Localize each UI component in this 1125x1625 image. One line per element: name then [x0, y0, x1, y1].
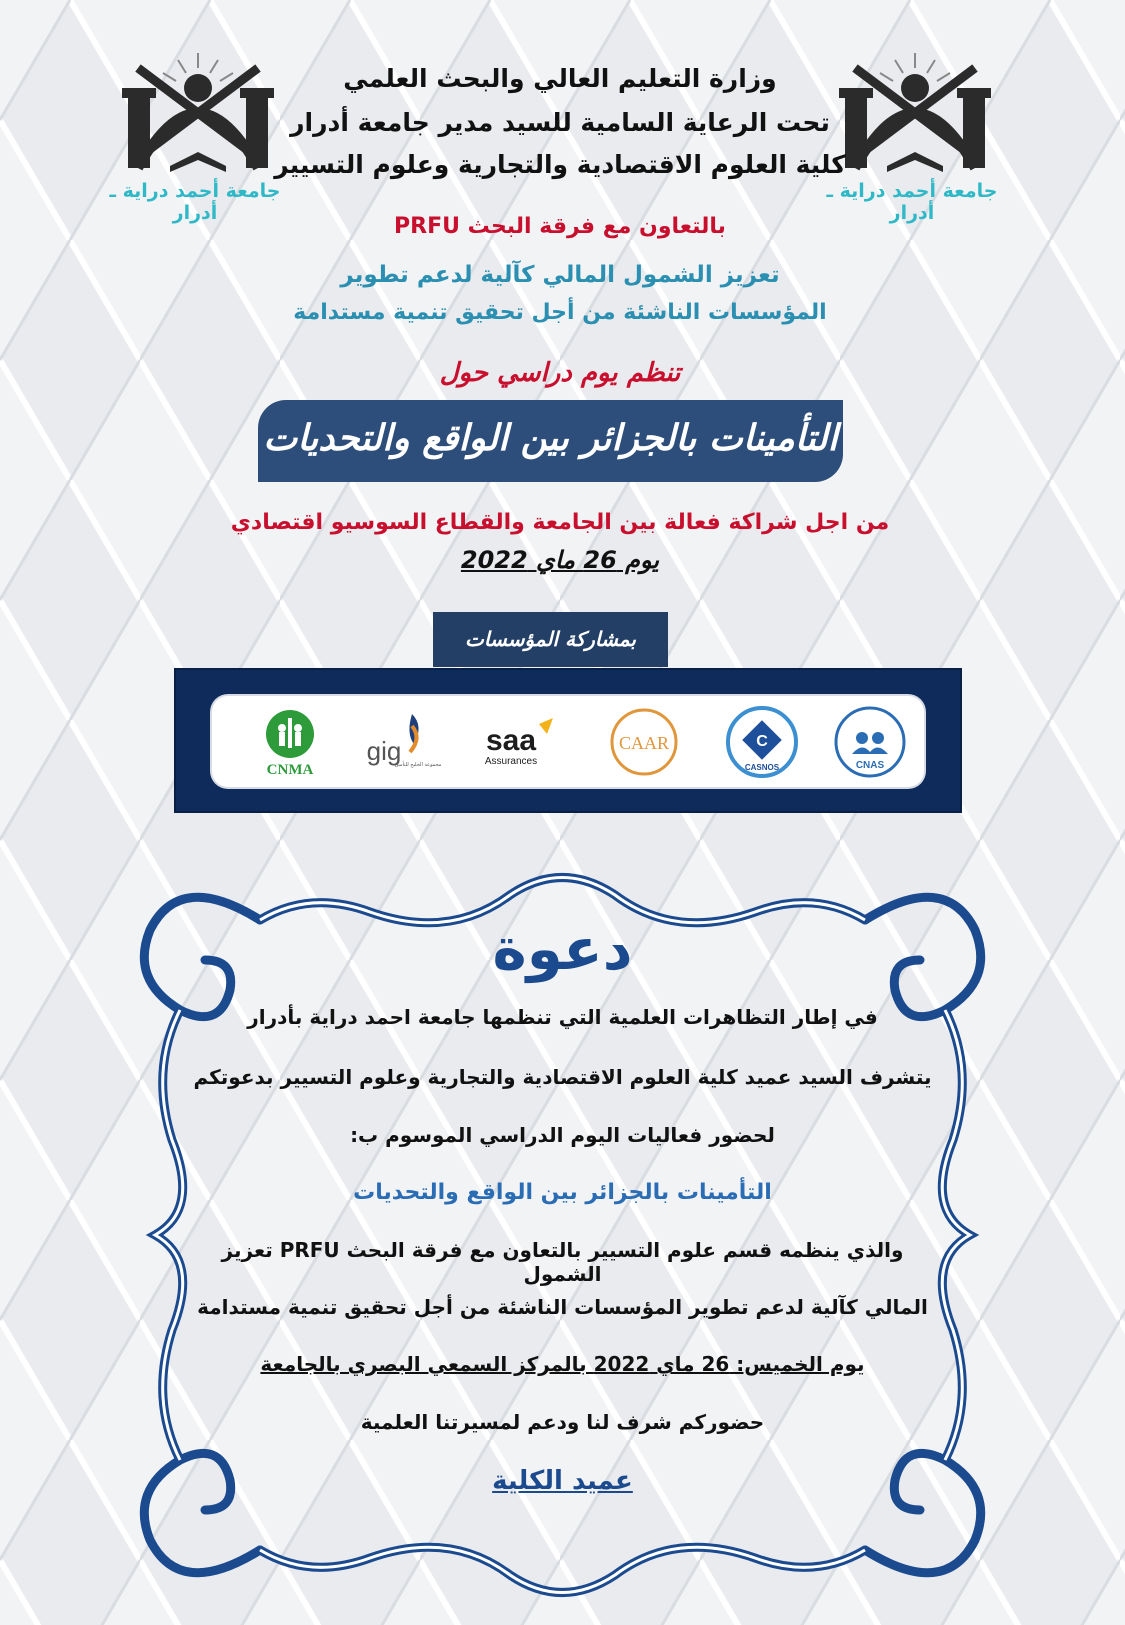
faculty-name: كلية العلوم الاقتصادية والتجارية وعلوم التسيير	[274, 150, 846, 179]
organizes-study-day: تنظم يوم دراسي حول	[439, 358, 681, 388]
partner-logo-cnma	[250, 704, 330, 780]
cnma-logo-text: CNMA	[266, 762, 314, 778]
partners-logo-strip	[212, 696, 924, 787]
event-title-banner: التأمينات بالجزائر بين الواقع والتحديات	[258, 400, 843, 482]
partner-logo-cnas	[830, 704, 910, 780]
invitation-title: دعوة	[492, 915, 633, 983]
patronage-line: تحت الرعاية السامية للسيد مدير جامعة أدرار	[290, 108, 830, 137]
partner-logo-caar	[604, 704, 684, 780]
invitation-event-title: التأمينات بالجزائر بين الواقع والتحديات	[353, 1180, 772, 1205]
project-title-line2: المؤسسات الناشئة من أجل تحقيق تنمية مستدامة	[293, 300, 827, 325]
university-logo-caption-right: جامعة أحمد دراية ـ أدرار	[826, 180, 998, 224]
invitation-date-venue: يوم الخميس: 26 ماي 2022 بالمركز السمعي البصري بالجامعة	[260, 1352, 865, 1376]
gig-logo-text: gig	[366, 736, 402, 766]
svg-text:C: C	[756, 733, 768, 750]
caar-icon	[606, 704, 682, 780]
gig-icon	[352, 704, 442, 780]
invitation-closing: حضوركم شرف لنا ودعم لمسيرتنا العلمية	[360, 1410, 765, 1434]
partners-frame	[174, 668, 962, 813]
saa-logo-text: saa	[485, 724, 537, 757]
casnos-icon	[724, 704, 800, 780]
partner-logo-saa	[467, 704, 567, 780]
university-logo-caption-left: جامعة أحمد دراية ـ أدرار	[109, 180, 281, 224]
partners-label: بمشاركة المؤسسات	[433, 612, 668, 667]
invitation-line-1: في إطار التظاهرات العلمية التي تنظمها جامعة احمد دراية بأدرار	[247, 1005, 878, 1029]
collaboration-line: بالتعاون مع فرقة البحث PRFU	[394, 214, 726, 239]
invitation-line-3: لحضور فعاليات اليوم الدراسي الموسوم ب:	[350, 1123, 775, 1147]
saa-icon	[467, 704, 567, 780]
cnas-icon	[832, 704, 908, 780]
partner-logo-casnos	[722, 704, 802, 780]
saa-logo-subtext: Assurances	[484, 756, 538, 767]
ministry-name: وزارة التعليم العالي والبحث العلمي	[343, 64, 777, 93]
event-purpose: من اجل شراكة فعالة بين الجامعة والقطاع السوسيو اقتصادي	[230, 510, 890, 535]
invitation-line-5: والذي ينظمه قسم علوم التسيير بالتعاون مع فرقة البحث PRFU تعزيز الشمول	[221, 1238, 904, 1286]
casnos-logo-text: CASNOS	[744, 763, 780, 772]
cnas-logo-text: CNAS	[855, 760, 885, 771]
invitation-line-6: المالي كآلية لدعم تطوير المؤسسات الناشئة من أجل تحقيق تنمية مستدامة	[197, 1295, 928, 1319]
project-title-line1: تعزيز الشمول المالي كآلية لدعم تطوير	[340, 262, 780, 288]
event-date: يوم 26 ماي 2022	[460, 546, 660, 574]
partner-logo-gig	[352, 704, 442, 780]
invitation-line-2: يتشرف السيد عميد كلية العلوم الاقتصادية والتجارية وعلوم التسيير بدعوتكم	[193, 1065, 932, 1089]
cnma-icon	[250, 704, 330, 780]
caar-logo-text: CAAR	[618, 733, 670, 753]
gig-logo-subtext: مجموعة الخليج للتأمين	[394, 762, 442, 768]
invitation-signature: عميد الكلية	[492, 1466, 633, 1496]
